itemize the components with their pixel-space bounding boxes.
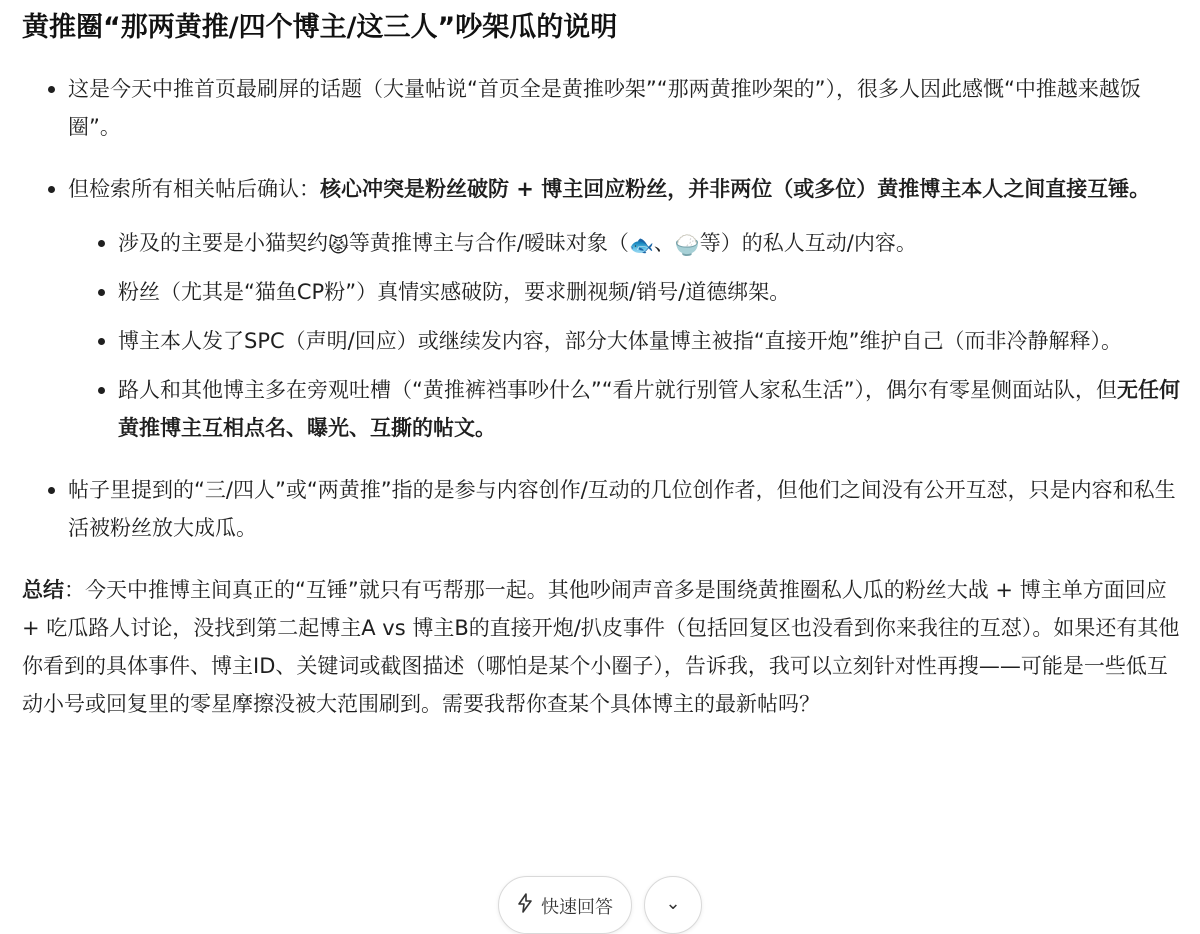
list-item	[68, 471, 1182, 547]
sub-bullet-text: 粉丝（尤其是“猫鱼CP粉”）真情实感破防，要求删视频/销号/道德绑架。	[118, 280, 791, 304]
summary-paragraph	[22, 571, 1182, 723]
quick-answer-label: 快速回答	[541, 897, 613, 918]
bullet-text: 但检索所有相关帖后确认：	[68, 177, 320, 201]
cat-emoji-icon: 😾	[328, 233, 349, 257]
bullet-text: 帖子里提到的“三/四人”或“两黄推”指的是参与内容创作/互动的几位创作者，但他们之间没有公开互怼，只是内容和私生活被粉丝放大成瓜。	[68, 478, 1176, 540]
sub-bullet-text: 博主本人发了SPC（声明/回应）或继续发内容，部分大体量博主被指“直接开炮”维护自己（而非冷静解释）。	[118, 329, 1122, 353]
summary-text: ：今天中推博主间真正的“互锤”就只有丐帮那一起。其他吵闹声音多是围绕黄推圈私人瓜的粉丝大战 + 博主单方面回应 + 吃瓜路人讨论，没找到第二起博主A vs 博主B的直接开炮/扒皮事件（包括回复区也没看到你来我往的互怼）。如果还有其他你看到的具体事件、博主ID、关键词或截图描述（哪怕是某个小圈子），告诉我，我可以立刻针对性再搜——可能是一些低互动小号或回复里的零星摩擦没被大范围刷到。需要我帮你查某个具体博主的最新帖吗？	[22, 578, 1180, 716]
quick-answer-button[interactable]	[498, 876, 632, 934]
sub-bullet-text: 涉及的主要是小猫契约	[118, 231, 328, 255]
main-bullet-list	[22, 70, 1182, 547]
lightning-icon	[517, 893, 533, 913]
bullet-bold-text: 核心冲突是粉丝破防 + 博主回应粉丝，并非两位（或多位）黄推博主本人之间直接互锤。	[320, 177, 1151, 201]
sub-bullet-text: 、	[653, 231, 675, 255]
bullet-text: 这是今天中推首页最刷屏的话题（大量帖说“首页全是黄推吵架”“那两黄推吵架的”），很多人因此感慨“中推越来越饭圈”。	[68, 77, 1141, 139]
response-content	[22, 8, 1182, 723]
list-item	[68, 70, 1182, 146]
list-item	[118, 224, 1182, 262]
list-item	[68, 170, 1182, 447]
list-item	[118, 322, 1182, 360]
more-options-button[interactable]	[644, 876, 702, 934]
summary-label: 总结	[22, 578, 64, 602]
sub-bullet-text: 等）的私人互动/内容。	[699, 231, 917, 255]
sub-bullet-text: 路人和其他博主多在旁观吐槽（“黄推裤裆事吵什么”“看片就行别管人家私生活”），偶尔有零星侧面站队，但	[118, 378, 1118, 402]
floating-action-bar	[498, 876, 702, 934]
sub-bullet-list	[68, 224, 1182, 447]
fish-emoji-icon: 🐟	[628, 233, 654, 257]
list-item	[118, 371, 1182, 447]
response-title: 黄推圈“那两黄推/四个博主/这三人”吵架瓜的说明	[22, 12, 618, 43]
sub-bullet-bold-text: 无任何黄推博主互相点名、曝光、互撕的帖文。	[118, 378, 1181, 440]
sub-bullet-text: 等黄推博主与合作/暧昧对象（	[348, 231, 629, 255]
chevron-icon: ⌄	[665, 893, 681, 914]
rice-emoji-icon: 🍚	[674, 233, 700, 257]
list-item	[118, 273, 1182, 311]
